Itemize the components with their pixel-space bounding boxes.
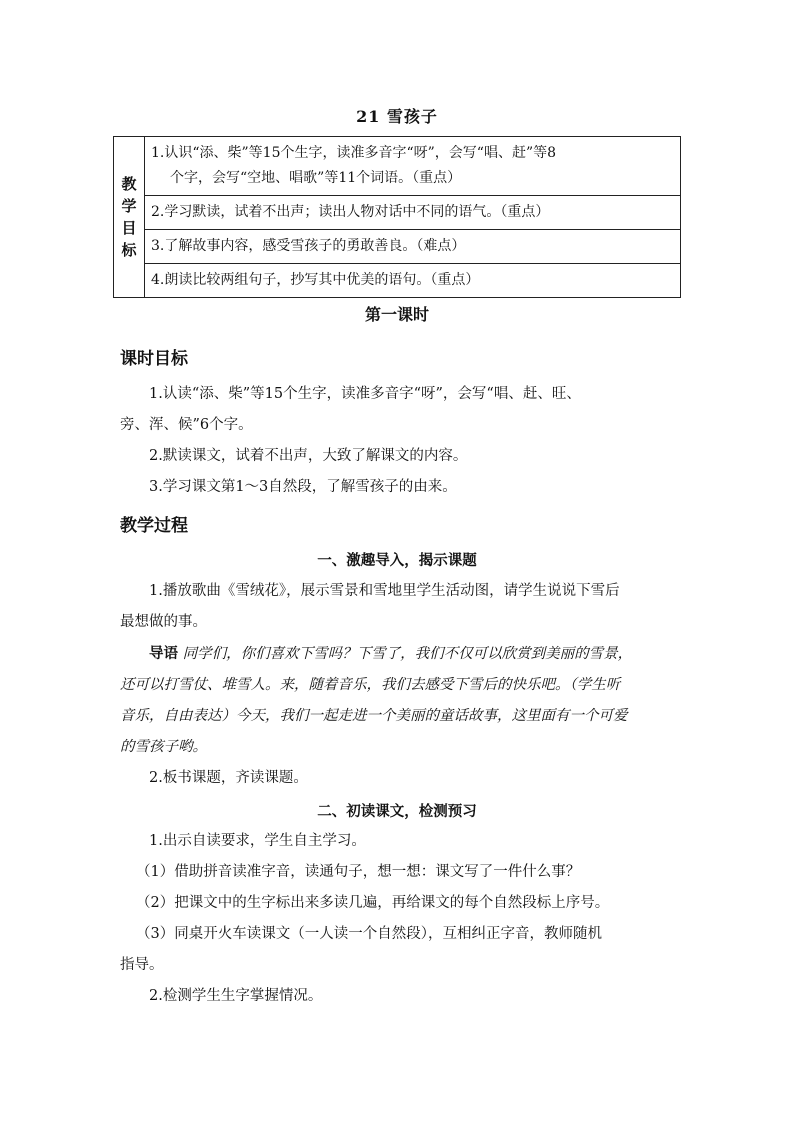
- intro-line: 的雪孩子哟。: [120, 739, 207, 755]
- lesson-goal-line: 2.默读课文，试着不出声，大致了解课文的内容。: [149, 448, 468, 464]
- part-title-1: 一、激趣导入，揭示课题: [317, 552, 477, 569]
- process-line: （3）同桌开火车读课文（一人读一个自然段），互相纠正字音，教师随机: [136, 926, 602, 942]
- intro-line: 音乐，自由表达）今天，我们一起走进一个美丽的童话故事，这里面有一个可爱: [120, 708, 628, 724]
- intro-text: 同学们，你们喜欢下雪吗？下雪了，我们不仅可以欣赏到美丽的雪景，: [182, 646, 633, 662]
- lesson-goals-text: [120, 379, 676, 503]
- goal-item-line: 个字，会写“空地、唱歌”等11个词语。（重点）: [170, 170, 462, 186]
- lesson-goal-line: 1.认读“添、柴”等15个生字，读准多音字“呀”，会写“唱、赶、旺、: [149, 386, 581, 402]
- process-line: 1.播放歌曲《雪绒花》，展示雪景和雪地里学生活动图，请学生说说下雪后: [149, 583, 620, 599]
- goal-item-line: 4.朗读比较两组句子，抄写其中优美的语句。（重点）: [151, 272, 480, 288]
- page-title: 21 雪孩子: [356, 107, 438, 126]
- process-line: 1.出示自读要求，学生自主学习。: [149, 833, 366, 849]
- goals-label-char: 教: [121, 175, 137, 193]
- section-heading-goals: 课时目标: [120, 349, 188, 369]
- goal-item-line: 2.学习默读，试着不出声；读出人物对话中不同的语气。（重点）: [151, 204, 550, 220]
- goal-item: [145, 230, 680, 264]
- goal-item-line: 3.了解故事内容，感受雪孩子的勇敢善良。（难点）: [151, 238, 466, 254]
- process-line: 最想做的事。: [120, 614, 207, 630]
- intro-line: 还可以打雪仗、堆雪人。来，随着音乐，我们去感受下雪后的快乐吧。（学生听: [120, 677, 621, 693]
- process-line: （2）把课文中的生字标出来多读几遍，再给课文的每个自然段标上序号。: [136, 895, 610, 911]
- section-heading-process: 教学过程: [120, 516, 188, 536]
- process-line: 2.板书课题，齐读课题。: [149, 770, 308, 786]
- lesson-goal-line: 3.学习课文第1～3自然段，了解雪孩子的由来。: [149, 479, 457, 495]
- part-title-2: 二、初读课文，检测预习: [317, 803, 477, 820]
- process-part2-text: [120, 826, 676, 1012]
- goal-item-line: 1.认识“添、柴”等15个生字，读准多音字“呀”，会写“唱、赶”等8: [151, 145, 557, 161]
- goals-label-char: 学: [121, 197, 137, 215]
- goal-item: [145, 196, 680, 230]
- goals-label-cell: [114, 137, 145, 298]
- lesson-title: 第一课时: [364, 305, 429, 324]
- goals-label-char: 标: [121, 241, 137, 259]
- intro-line: [120, 638, 676, 670]
- lesson-goal-line: 旁、浑、候”6个字。: [120, 417, 253, 433]
- process-part1-text: [120, 576, 676, 794]
- goals-label-char: 目: [121, 219, 137, 237]
- process-line: 2.检测学生生字掌握情况。: [149, 988, 323, 1004]
- process-line: （1）借助拼音读准字音，读通句子，想一想：课文写了一件什么事？: [136, 864, 581, 880]
- goal-item: [145, 137, 680, 196]
- goal-item: [145, 264, 680, 297]
- intro-label: 导语: [149, 645, 178, 662]
- teaching-goals-table: [113, 136, 681, 298]
- process-line: 指导。: [120, 957, 164, 973]
- goals-list-cell: [145, 137, 681, 298]
